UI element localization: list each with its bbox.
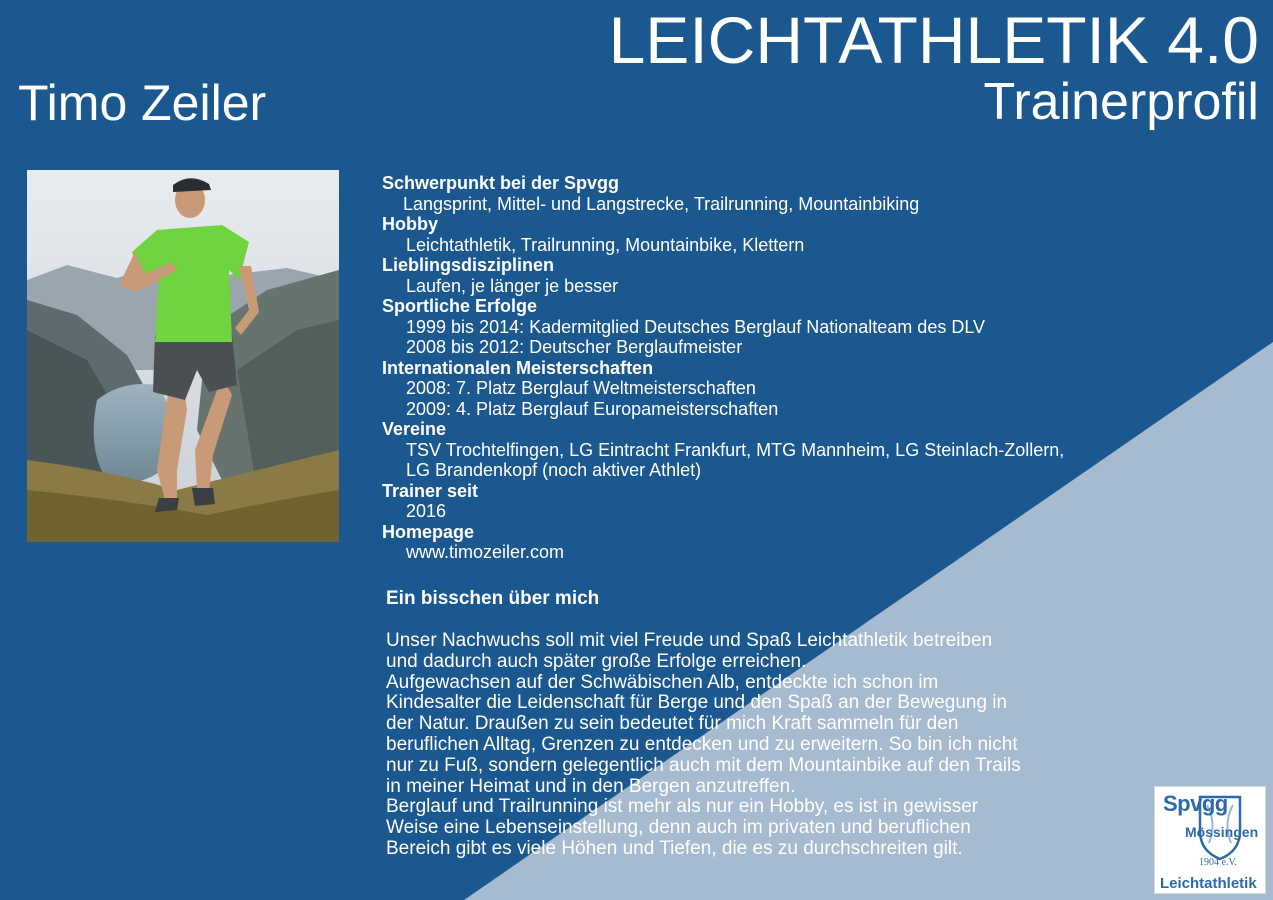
profile-label: Hobby [382,214,438,234]
profile-value: TSV Trochtelfingen, LG Eintracht Frankfurt, MTG Mannheim, LG Steinlach-Zollern, [406,439,1065,460]
page-title: LEICHTATHLETIK 4.0 [608,3,1259,77]
profile-label: Sportliche Erfolge [382,296,538,316]
about-paragraph: Unser Nachwuchs soll mit viel Freude und Spaß Leichtathletik betreiben und dadurch auch später große Erfolge erreichen. [386,630,993,672]
profile-details [382,173,1222,563]
profile-value: 2008 bis 2012: Deutscher Berglaufmeister [406,337,743,357]
page-subtitle: Trainerprofil [983,73,1259,131]
profile-value: Langsprint, Mittel- und Langstrecke, Trailrunning, Mountainbiking [403,193,920,214]
logo-club-name: Spvgg [1163,791,1228,816]
profile-label: Lieblingsdisziplinen [382,255,555,275]
logo-year: 1904 e.V. [1199,857,1237,868]
profile-label: Homepage [382,521,475,542]
club-logo [1154,786,1266,894]
about-title: Ein bisschen über mich [386,588,600,609]
profile-label: Internationalen Meisterschaften [382,357,654,378]
logo-town: Mössingen [1185,824,1259,840]
runner-photo-icon [27,170,339,542]
profile-value: LG Brandenkopf (noch aktiver Athlet) [406,460,702,480]
profile-value: Laufen, je länger je besser [406,275,619,296]
profile-label: Trainer seit [382,480,479,501]
about-section [386,587,1166,860]
profile-label: Schwerpunkt bei der Spvgg [382,173,620,193]
homepage-link[interactable]: www.timozeiler.com [406,542,565,562]
about-paragraph: Aufgewachsen auf der Schwäbischen Alb, entdeckte ich schon im Kindesalter die Leidenschaft für Berge und den Spaß an der Bewegung in der Natur. Draußen zu sein bedeutet für mich Kraft sammeln für den beruflichen Alltag, Grenzen zu entdecken und zu erweitern. So bin ich nicht nur zu Fuß, sondern gelegentlich auch mit dem Mountainbike auf den Trails in meiner Heimat und in den Bergen anzutreffen. [386,671,1021,797]
profile-label: Vereine [382,419,447,439]
profile-value: 1999 bis 2014: Kadermitglied Deutsches Berglauf Nationalteam des DLV [406,316,986,337]
profile-value: 2016 [406,501,447,521]
trainer-name: Timo Zeiler [18,75,267,131]
profile-value: 2008: 7. Platz Berglauf Weltmeisterschaften [406,378,756,398]
logo-department: Leichtathletik [1160,875,1257,892]
profile-value: 2009: 4. Platz Berglauf Europameisterschaften [406,398,779,419]
profile-value: Leichtathletik, Trailrunning, Mountainbike, Klettern [406,234,805,255]
trainer-photo [27,170,339,542]
about-paragraph: Berglauf und Trailrunning ist mehr als nur ein Hobby, es ist in gewisser Weise eine Lebenseinstellung, denn auch im privaten und beruflichen Bereich gibt es viele Höhen und Tiefen, die es zu durchschreiten gilt. [386,796,979,859]
